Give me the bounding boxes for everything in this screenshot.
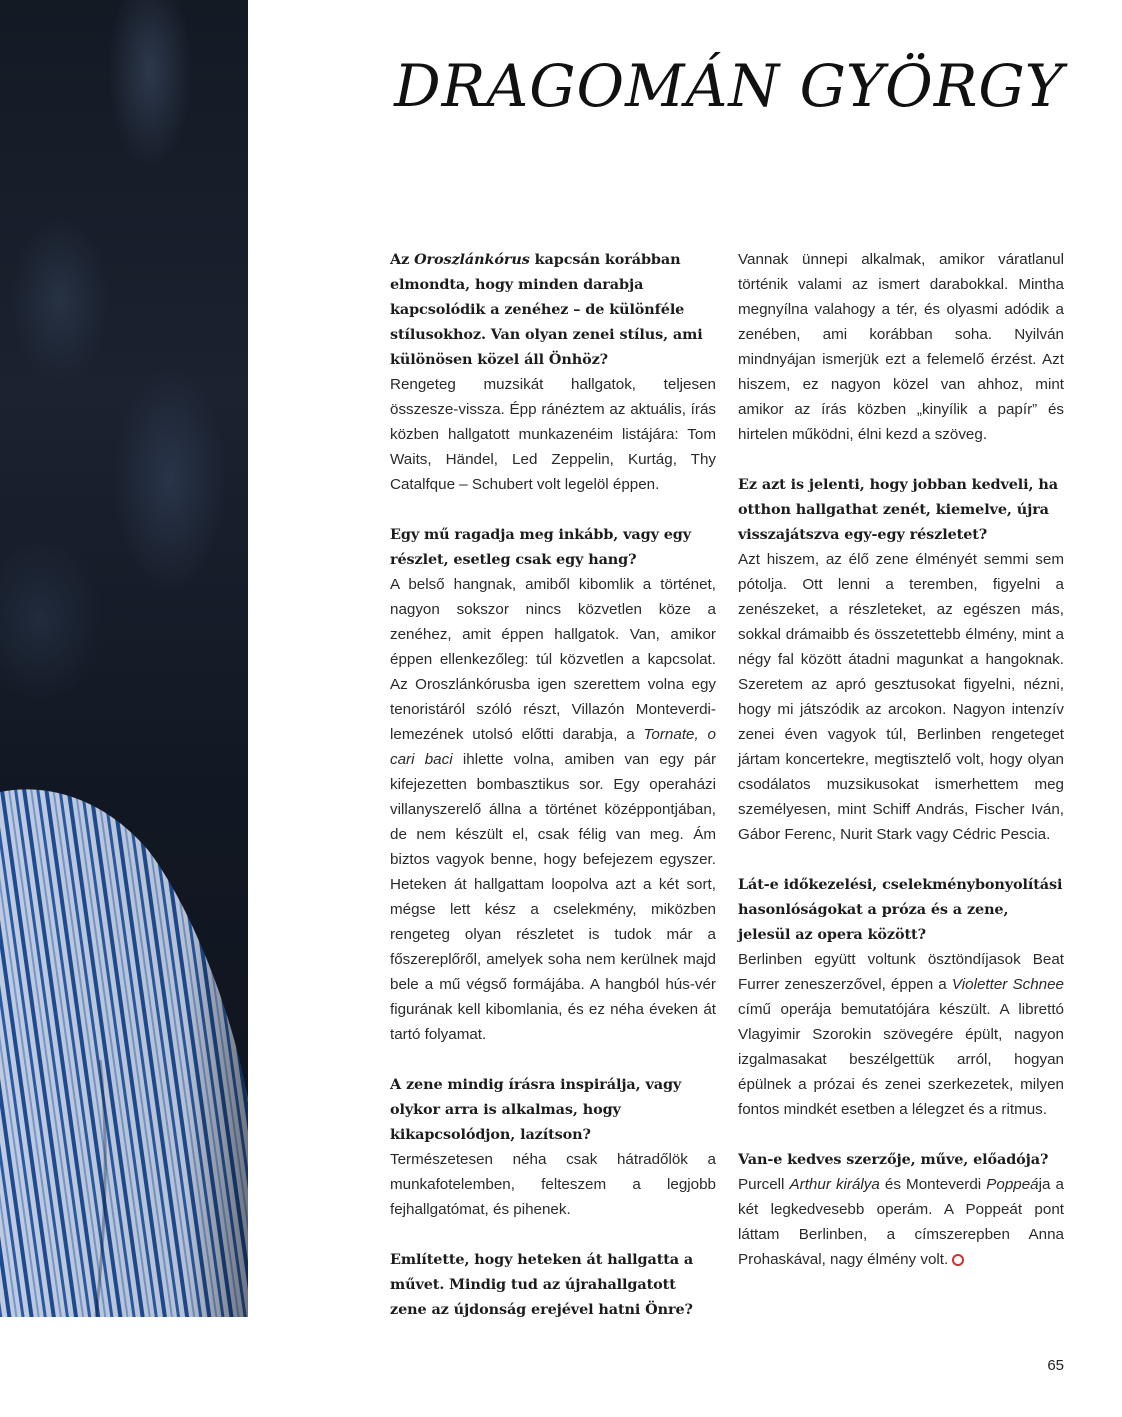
interview-answer: Rengeteg muzsikát hallgatok, teljesen összesze-vissza. Épp ránéztem az aktuális, írás közben hallgatott munkazenéim listájára: Tom Waits, Händel, Led Zeppelin, Kurtág, Thy Catalfque – Schubert volt legelöl éppen. bbox=[390, 376, 716, 493]
interview-answer bbox=[738, 947, 1064, 1122]
interview-question: Egy mű ragadja meg inkább, vagy egy részlet, esetleg csak egy hang? bbox=[390, 526, 692, 568]
author-name-title: DRAGOMÁN GYÖRGY bbox=[394, 52, 1064, 120]
interview-answer: Természetesen néha csak hátradőlök a munkafotelemben, felteszem a legjobb fejhallgatómat, és pihenek. bbox=[390, 1151, 716, 1218]
interview-question bbox=[390, 247, 716, 372]
qa-block bbox=[738, 472, 1064, 847]
answer-text: és Monteverdi bbox=[879, 1176, 987, 1193]
interview-question: Van-e kedves szerzője, műve, előadója? bbox=[738, 1151, 1049, 1168]
question-text: kapcsán korábban elmondta, hogy minden darabja kapcsolódik a zenéhez – de különféle stílusokhoz. Van olyan zenei stílus, ami különösen közel áll Önhöz? bbox=[390, 251, 703, 368]
qa-block bbox=[390, 1072, 716, 1222]
opera-title-italic: Arthur királya bbox=[789, 1176, 880, 1193]
answer-text: ihlette volna, amiben van egy pár kifejezetten bombasztikus sor. Egy operaházi villanyszerelő állna a történet középpontjában, de nem készült el, csak félig van meg. Ám biztos vagyok benne, hogy befejezem egyszer. Heteken át hallgattam loopolva azt a két sort, mégse lett kész a cselekmény, miközben rengeteg olyan részletet is tudok már a főszereplőről, amelyek soha nem kerülnek majd bele a mű végső formájába. A hangból hús-vér figurának kell kibomlania, és ez néha éveken át tartó folyamat. bbox=[390, 751, 716, 1043]
opera-title-italic: Violetter Schnee bbox=[951, 976, 1065, 993]
interview-question: A zene mindig írásra inspirálja, vagy olykor arra is alkalmas, hogy kikapcsolódjon, lazítson? bbox=[390, 1076, 682, 1143]
qa-block bbox=[738, 872, 1064, 1122]
opera-title-italic: Poppeá bbox=[986, 1176, 1039, 1193]
interview-answer bbox=[390, 572, 716, 1047]
striped-shirt-illustration bbox=[0, 0, 248, 1317]
answer-text: Berlinben együtt voltunk ösztöndíjasok Beat Furrer zeneszerzővel, éppen a bbox=[738, 951, 1064, 993]
song-title-italic: Tornate, o cari baci bbox=[390, 726, 716, 768]
interview-answer bbox=[738, 1172, 1064, 1272]
qa-block bbox=[738, 247, 1064, 447]
qa-block bbox=[390, 1247, 716, 1322]
interview-answer: Azt hiszem, az élő zene élményét semmi sem pótolja. Ott lenni a teremben, figyelni a zenészeket, a részleteket, az egészen más, sokkal drámaibb és összetettebb élmény, mint a négy fal között átadni magunkat a hangoknak. Szeretem az apró gesztusokat figyelni, nézni, hogy mi játszódik az arcokon. Nagyon intenzív zenei éven vagyok túl, Berlinben rengeteget jártam koncertekre, megtisztelő volt, hogy olyan csodálatos muzsikusokat ismerhettem meg személyesen, mint Schiff András, Fischer Iván, Gábor Ferenc, Nurit Stark vagy Cédric Pescia. bbox=[738, 551, 1064, 843]
answer-text: ja a két legkedvesebb operám. A Poppeát pont láttam Berlinben, a címszerepben Anna Prohaskával, nagy élmény volt. bbox=[738, 1176, 1064, 1268]
question-text: Az bbox=[390, 251, 415, 268]
interview-answer: Vannak ünnepi alkalmak, amikor váratlanul történik valami az ismert darabokkal. Mintha megnyílna valahogy a tér, és olyasmi adódik a zenében, ami korábban soha. Nyilván mindnyájan ismerjük ezt a felemelő érzést. Azt hiszem, ez nagyon közel van ahhoz, mint amikor az írás közben „kinyílik a papír” és hirtelen működni, élni kezd a szöveg. bbox=[738, 251, 1064, 443]
qa-block bbox=[390, 522, 716, 1047]
left-column bbox=[390, 247, 716, 1347]
page-number: 65 bbox=[1047, 1357, 1064, 1374]
answer-text: című operája bemutatójára készült. A librettó Vlagyimir Szorokin szövegére épült, nagyon izgalmasakat beszélgettük arról, hogyan épülnek a prózai és zenei szerkezetek, milyen fontos mindkét esetben a lélegzet és a ritmus. bbox=[738, 1001, 1064, 1118]
interview-question: Említette, hogy heteken át hallgatta a művet. Mindig tud az újrahallgatott zene az újdonság erejével hatni Önre? bbox=[390, 1251, 694, 1318]
qa-block bbox=[390, 247, 716, 497]
right-column bbox=[738, 247, 1064, 1297]
qa-block bbox=[738, 1147, 1064, 1272]
book-title-italic: Oroszlánkórus bbox=[414, 251, 530, 268]
interview-question: Lát-e időkezelési, cselekménybonyolítási hasonlóságokat a próza és a zene, jelesül az opera között? bbox=[738, 876, 1063, 943]
answer-text: Purcell bbox=[738, 1176, 790, 1193]
portrait-photo bbox=[0, 0, 248, 1317]
end-of-article-icon bbox=[952, 1254, 964, 1266]
answer-text: A belső hangnak, amiből kibomlik a történet, nagyon sokszor nincs közvetlen köze a zenéhez, amit éppen hallgatok. Van, amikor éppen ellenkezőleg: túl közvetlen a kapcsolat. Az Oroszlánkórusba igen szerettem volna egy tenoristáról szóló részt, Villazón Monteverdi-lemezének utolsó előtti darabja, a bbox=[390, 576, 716, 743]
interview-question: Ez azt is jelenti, hogy jobban kedveli, ha otthon hallgathat zenét, kiemelve, újra visszajátszva egy-egy részletet? bbox=[738, 476, 1058, 543]
